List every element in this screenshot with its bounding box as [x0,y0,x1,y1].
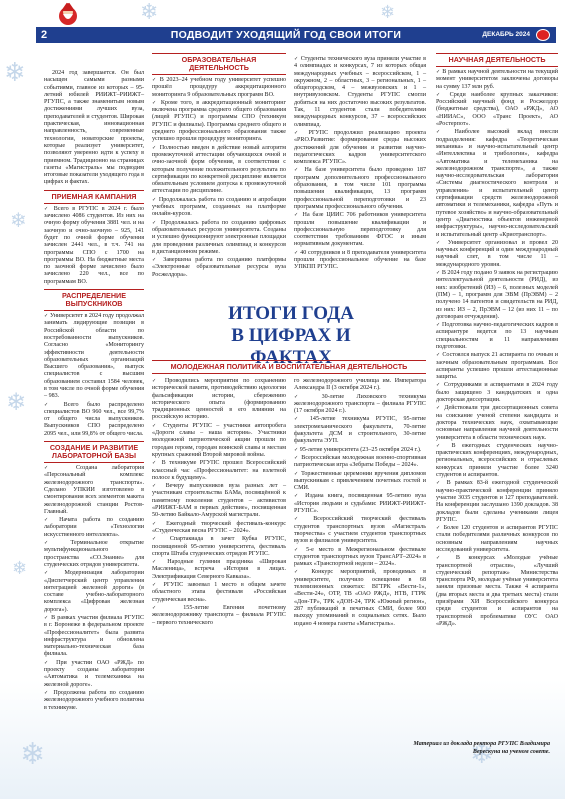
list-item: ✓ На базе ЦИИС 706 работников университета прошли повышение квалификации и профессиональную переподготовку для соответствия требованиям ФГОС и иным нормативным документам. [294,212,426,248]
list-item: ✓ Завершена работа по созданию платформы «Электронные образовательные ресурсы вуза Росжелдора». [152,257,286,279]
column-3-lower [294,378,426,629]
list-item: ✓ Торжественные церемонии вручения дипломов выпускникам с привлечением почетных гостей и СМИ. [294,471,426,493]
page-title-line-2: В ЦИФРАХ И ФАКТАХ [231,325,351,368]
list-item: ✓ Всероссийский творческий фестиваль студентов транспортных вузов «Магистраль творчества» с участием студентов транспортных вузов и филиалов университета. [294,516,426,545]
header-title: ПОДВОДИТ УХОДЯЩИЙ ГОД СВОИ ИТОГИ [170,29,402,41]
list-item: ✓ Продолжалась работа по созданию и апробации учебных программ, созданных на платформе онлайн-курсов. [152,197,286,219]
section-title-labs: СОЗДАНИЕ И РАЗВИТИЕ ЛАБОРАТОРНОЙ БАЗЫ [44,441,144,463]
column-3 [294,56,426,273]
list-item: ✓ Терминальное открытие мультифункционального пространства «СО.Знание» для студенческих отрядов университета. [44,540,144,569]
list-item: ✓ Конкурс мероприятий, проводимых в университете, получило освещение в 68 телевизионных сюжетах: ВГТРК «Вести-1», «Вести-24», ОТР, ТВ «ОАО РЖД», НТВ, ГТРК «Дон-ТР», ТРК «ДОН-24, ТРК «Южный регион», 287 публикаций в печатных СМИ, более 900 выходу упоминаний в социальных сетях. Было издано 4 номера газеты «Магистраль». [294,569,426,627]
list-item: ✓ Создана лаборатория «Персональный комплекс железнодорожного транспорта». Сделано УПКИИ изготовлено в смонтирования всех элементов макета железнодорожной станции Ростов-Главный. [44,465,144,516]
intro-text [44,70,144,187]
article-signature: Материал из доклада ректора РГУПС Владимира Верескуна на ученом совете. [413,741,550,755]
list-item: ✓ 40 сотрудников и 8 преподавателя университета прошли профессиональное обучение на базе УПКПП РГУПС. [294,250,426,272]
list-item: ✓ Начата работа по созданию лаборатории «Технологии искусственного интеллекта». [44,517,144,539]
list-item: ✓ Всего в РГУПС в 2024 г. было зачислено 4086 студентов. Из них на очную форму обучения 3881 чел. и на заочную и очно-заочную – 925, 141 будет по очной форме обучения зачислен 2441 чел., в т.ч. 741 на программы СПО с 1700 на программы ВО. На бюджетные места по заочной форме зачислено было зачислено 220 чел., все по программам ВО. [44,206,144,286]
list-item: ✓ 5-е место в Межрегиональном фестивале студентов транспортных вузов ТрансАРТ–2024» в рамках «Транспортной недели – 2024». [294,547,426,569]
list-item: ✓ Полностью введен в действие новый алгоритм промежуточной аттестации обучающихся очной и очно-заочной форм обучения, в соответствии с которым получение положительного результата по сертификации по конкретной дисциплине является обязательным условием допуска к промежуточной аттестации по дисциплине. [152,145,286,196]
snowflake-icon: ❄ [12,558,28,579]
list-item: ✓ В 2024 году подано 9 заявок на регистрацию интеллектуальной деятельности (РИД), из них: изобретений (ИЗ) – 6, полезных моделей (ПМ) – 1, программ для ЭВМ (ПрЭВМ) – 2 получено 14 патентов и свидетельств на РИД, из них: ИЗ – 2, ПрЭВМ – 12 (из них 11 – по договорам отчуждения). [436,270,558,321]
column-4 [436,50,558,629]
list-item: ✓ Подготовка научно-педагогических кадров в аспирантуре ведется по 13 научным специальностям и 11 направлениям подготовки. [436,322,558,351]
list-item: ✓ Университет в 2024 году продолжал занимать лидирующие позиции в Российской области по востребованности выпускников. Согласно «Мониторингу эффективности деятельности образовательных организаций Высшего образования», выпуск специалистов с высшим образованием составил 1584 человек, в том числе по очной форме обучения – 983. [44,313,144,401]
page-number: 2 [40,29,48,41]
list-item: ✓ Состоялся выпуск 21 аспиранта по очным и заочным образовательным программам. Все аспиранты успешно прошли аттестационные защиты. [436,352,558,381]
column-2 [152,50,286,280]
column-1 [44,50,144,713]
snowflake-icon: ❄ [4,58,26,88]
list-item: ✓ Спартакиада в зачет Кубка РГУПС, посвященной 95-летию университета, фестиваль спорта Штаба студенческих отрядов РГУПС. [152,536,286,558]
section-title-science: НАУЧНАЯ ДЕЯТЕЛЬНОСТЬ [436,53,558,67]
list-item: ✓ Издана книга, посвященная 95-летию вуза «История людьми и судьбами: РИИЖТ-РИИЖТ-РГУПС». [294,493,426,515]
list-item: ✓ Среди наиболее крупных заказчиков: Российский научный фонд и Росжелдор (бюджетные средства), ОАО «РЖД», АО «НИИАС», ООО «Транс Проект», АО «Ростерпот». [436,92,558,128]
snowflake-icon: ❄ [380,2,396,23]
list-item: ✓ Университет организовал и провел 20 научных конференций и один международный научный слет, в том числе 11 – международного уровня. [436,240,558,269]
list-item: ✓ При участии ОАО «РЖД» по проекту созданы лаборатории «Автоматика и телемеханика на железной дороге». [44,660,144,689]
section-title-education: ОБРАЗОВАТЕЛЬНАЯ ДЕЯТЕЛЬНОСТЬ [152,53,286,75]
list-item: ✓ 95-летие университета (23–25 октября 2024 г.). [294,447,426,454]
list-item: ✓ Сотрудниками и аспирантами в 2024 году было защищено 3 кандидатских и одна докторская диссертации. [436,382,558,404]
list-item: ✓ Действовали три диссертационных совета на соискание ученой степени кандидата и доктора технических наук, охватывающие основные направления научной деятельности университета в области технических наук. [436,405,558,441]
list-item: ✓ Студенты технического вуза приняли участие в 4 олимпиадах и конкурсах, 7 из которых общая международных учебных – всероссийском, 1 – окружном, 2 – областных, 3 – региональных, 1 – общегородском, 4 – межвузовских и 1 – внутривузовском. Студенты РГУПС смогли добиться на них достаточно высоких результатов. Так, 11 студентов стали победителями международных конкурсов, 37 – всероссийских олимпиад. [294,56,426,129]
list-item: ✓ Наиболее высокий вклад внесли подразделения: кафедра «Теоретическая механика» и научно-испытательный центр «Интеллектика и трибологии», кафедра «Автоматика и телемеханика на железнодорожном транспорте», а также научно-исследовательская лаборатория «Системы диагностического контроля и управления» и испытательный центр сертификации средств железнодорожной автоматики и телемеханики, кафедра «Путь и путевое хозяйство» и научно-образовательный центр «Диагностика объектов инженерной инфраструктуры», научно-исследовательский и испытательный центр «Криотранспорт». [436,129,558,238]
list-item: ✓ Всероссийская молодежная военно-спортивная патриотическая игра «Зебраты Победы – 2024». [294,455,426,470]
list-item: ✓ В 2023–24 учебном году университет успешно прошёл процедуру аккредитационного мониторинга 9 образовательных программ ВО. [152,77,286,99]
list-item: ✓ Всего было распределено специалистов ВО 960 чел., все 99,7% от общего числа выпускников. Выпускников СПО распределено 2095 чел., или 99,8% от общего числа. [44,402,144,438]
list-item: ✓ Продолжалась работа по созданию цифровых образовательных ресурсов университета. Созданы и успешно функционируют электронные площадки для проведения различных олимпиад и конкурсов в дистанционном режиме. [152,220,286,256]
list-item: ✓ В конкурсах «Молодые учёные транспортной отрасли», «Лучший студенческий репортаж» Министерства транспорта РФ, молодые учёные университета заняли призовые места. Также 4 аспиранта (два вторых места и два третьих места) стали призёрами ХИ Всероссийского конкурса среди студентов и аспирантов на транспортной проблематике ОУС ОАО «РЖД». [436,555,558,628]
youth-section-header [152,360,426,374]
list-item: ✓ На базе университета было проведено 187 программ дополнительного профессионального образования, в том числе 101 программа повышения квалификации, 13 программ профессиональной переподготовки и 23 программы профессионального обучения. [294,167,426,211]
column-2-lower [152,378,286,628]
list-item: ✓ В рамках участия филиала РГУПС в г. Воронеже в федеральном проекте «Профессионалитет» была развита инфраструктура и обновлена материально-техническая база филиала. [44,615,144,659]
list-item: ✓ В рамках 83-й ежегодной студенческой научно-практической конференции приняло участие 3035 студентов и 127 преподавателей. На конференции заслушано 1390 докладов. 38 докладов были сделаны учениками лицея РГУПС. [436,480,558,524]
list-item: ✓ В рамках научной деятельности на текущий момент университетом заключены договоры на сумму 137 млн руб. [436,69,558,91]
list-item: ✓ В ежегодных студенческих научно-практических конференциях, международных, региональных, всероссийских и отраслевых конкурсах приняли участие более 3240 студентов и аспирантов. [436,443,558,479]
list-item: ✓ Проводились мероприятия по сохранению исторической памяти, противодействию идеологии фальсификации истории, сбережению исторического опыта (формированию традиционных ценностей в его влиянии на российскую историю. [152,378,286,422]
logo-icon [536,29,550,41]
snowflake-icon: ❄ [20,737,46,772]
list-item: ✓ РГУПС завоевал 1 место в общем зачете областного этапа фестиваля «Российская студенческая весна». [152,582,286,604]
list-item: ✓ Вечеру выпускников вуза разных лет – участникам строительства БАМа, посвящённой к памятному поколения студентов – активистов «РИИЖТ-БАМ в первых действие», посвященная 50-летию Байкало-Амурской магистрали. [152,483,286,519]
section-title-graduates: РАСПРЕДЕЛЕНИЕ ВЫПУСКНИКОВ [44,289,144,311]
list-item: ✓ Народные гуляния праздника «Широкая Масленица», встреча «История в лицах. Электрификация Северного Кавказа». [152,559,286,581]
header-date: ДЕКАБРЬ 2024 [482,31,530,38]
page-title-line-1: ИТОГИ ГОДА [228,303,354,324]
intro-paragraph: 2024 год завершается. Он был насыщен самыми разными событиями, главное из которых – 95-летний юбилей РИИЖТ–РИИЖТ–РГУПС, а также знаменитым новым достижениями лучших вуза, преподавателей и студентов. Широкая практическая, инновационная направленность, современные технологии, новаторские проекты, которые реализует университет, позволяют уверенно идти к успеху в приемном. Традиционно на страницах газеты «Магистраль» мы подводим итоговые показатели уходящего года в цифрах и фактах. [44,70,144,186]
list-item: ✓ 155-летие Евгения почетному железнодорожнику транспорта – филиала РГУПС – первого технического [152,605,286,627]
page-header [36,27,556,43]
snowflake-icon: ❄ [470,737,494,770]
snowflake-icon: ❄ [10,208,27,232]
list-item: ✓ Более 120 студентов и аспирантов РГУПС стали победителями различных конкурсов по основным направлениям научных исследований университета. [436,525,558,554]
list-item: ✓ 145-летие техникума РГУПС, 95-летие электромеханического факультета, 70-летие факультета ДСМ и строительного, 30-летие факультета ЭУП. [294,416,426,445]
list-item: ✓ Продолжена работа по созданию железнодорожного учебного полигона в техникуме. [44,690,144,712]
list-item: ✓ Кроме того, в аккредитационный мониторинг включена программа среднего общего образования (лицей РГУПС) и программы СПО (техникум РГУПС и филиалы). Программа среднего общего и среднего профессионального образования также успешно прошли процедуру мониторинга. [152,100,286,144]
section-title-youth: МОЛОДЕЖНАЯ ПОЛИТИКА И ВОСПИТАТЕЛЬНАЯ ДЕЯТЕЛЬНОСТЬ [152,360,426,374]
list-item: ✓ Студенты РГУПС – участники автопробега «Дороги славы – наша история». Участники молодежной патриотической акции прошли по городам героям, городам воинской славы и местам крупных сражений Второй мировой войны. [152,423,286,459]
list-item: го железнодорожного училища им. Императора Александра II (3 октября 2024 г.). [294,378,426,392]
santa-illustration-icon [48,0,88,27]
snowflake-icon: ❄ [6,388,27,416]
section-title-admission: ПРИЕМНАЯ КАМПАНИЯ [44,190,144,204]
list-item: ✓ Модернизация лаборатории «Диспетчерский центр управления интеграцией железной дороги» (в составе учебно-лабораторного комплекса «Цифровая железная дорога»). [44,570,144,614]
snowflake-icon: ❄ [140,0,159,25]
list-item: ✓ В техникуме РГУПС прошел Всероссийский классный час «Профессионалитет: на взлетной полосе к будущему». [152,460,286,482]
list-item: ✓ 30-летие Лиховского техникума железнодорожного транспорта – филиала РГУПС (17 октября 2024 г.). [294,394,426,416]
list-item: ✓ РГУПС продолжил реализацию проекта «PRO.Развитие: формирование среды высоких достижений для обучения и развития научно-педагогических кадров университетского комплекса РГУПС». [294,130,426,166]
list-item: ✓ Ежегодный творческий фестиваль-конкурс «Студенческая весна РГУПС – 2024». [152,521,286,536]
